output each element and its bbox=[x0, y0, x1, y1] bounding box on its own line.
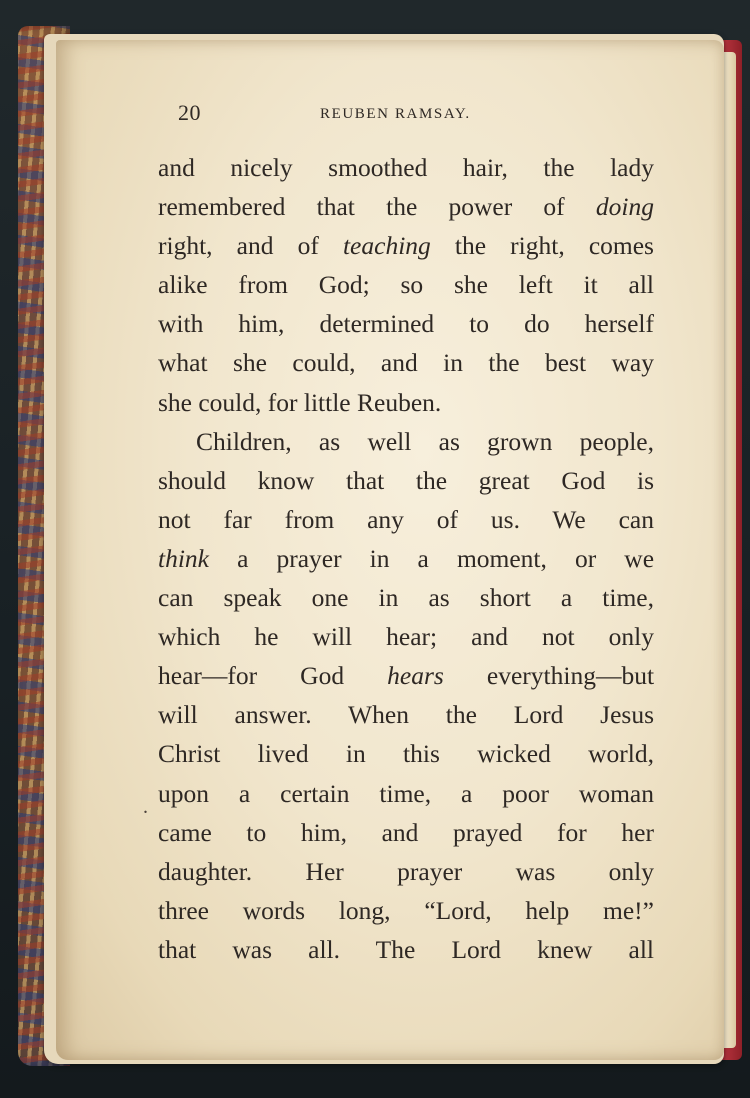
text-line bbox=[158, 539, 654, 578]
margin-dot: . bbox=[143, 796, 148, 818]
body-text bbox=[158, 148, 654, 969]
text-segment: everything—but bbox=[486, 661, 655, 691]
text-segment: remembered that the power of bbox=[158, 192, 565, 222]
text-line: can speak one in as short a time, bbox=[158, 583, 654, 613]
text-line: with him, determined to do herself bbox=[158, 309, 654, 339]
text-segment: hear—for God bbox=[158, 661, 345, 691]
text-line: daughter. Her prayer was only bbox=[158, 856, 654, 886]
text-line: will answer. When the Lord Jesus bbox=[158, 700, 654, 730]
page-number: 20 bbox=[178, 100, 201, 125]
italic-word: think bbox=[158, 543, 209, 573]
italic-word: doing bbox=[595, 192, 654, 222]
text-line: upon a certain time, a poor woman bbox=[158, 778, 654, 808]
text-line bbox=[158, 187, 654, 226]
text-line: which he will hear; and not only bbox=[158, 622, 654, 652]
text-line: three words long, “Lord, help me!” bbox=[158, 895, 654, 925]
text-line: alike from God; so she left it all bbox=[158, 270, 654, 300]
italic-word: hears bbox=[387, 661, 444, 691]
text-line bbox=[158, 226, 654, 265]
running-head: REUBEN RAMSAY. bbox=[320, 106, 471, 122]
text-line: Christ lived in this wicked world, bbox=[158, 739, 654, 769]
text-line: what she could, and in the best way bbox=[158, 348, 654, 378]
text-segment: the right, comes bbox=[454, 231, 654, 261]
page-header bbox=[178, 96, 648, 130]
text-line: came to him, and prayed for her bbox=[158, 817, 654, 847]
text-segment: right, and of bbox=[158, 231, 319, 261]
text-line: and nicely smoothed hair, the lady bbox=[158, 153, 654, 182]
text-line: she could, for little Reuben. bbox=[158, 387, 442, 417]
text-line: Children, as well as grown people, bbox=[196, 426, 654, 456]
text-line bbox=[158, 656, 654, 695]
text-line: should know that the great God is bbox=[158, 465, 654, 495]
text-line: not far from any of us. We can bbox=[158, 504, 654, 534]
text-segment: a prayer in a moment, or we bbox=[237, 543, 655, 573]
text-line: that was all. The Lord knew all bbox=[158, 934, 654, 964]
italic-word: teaching bbox=[342, 231, 431, 261]
